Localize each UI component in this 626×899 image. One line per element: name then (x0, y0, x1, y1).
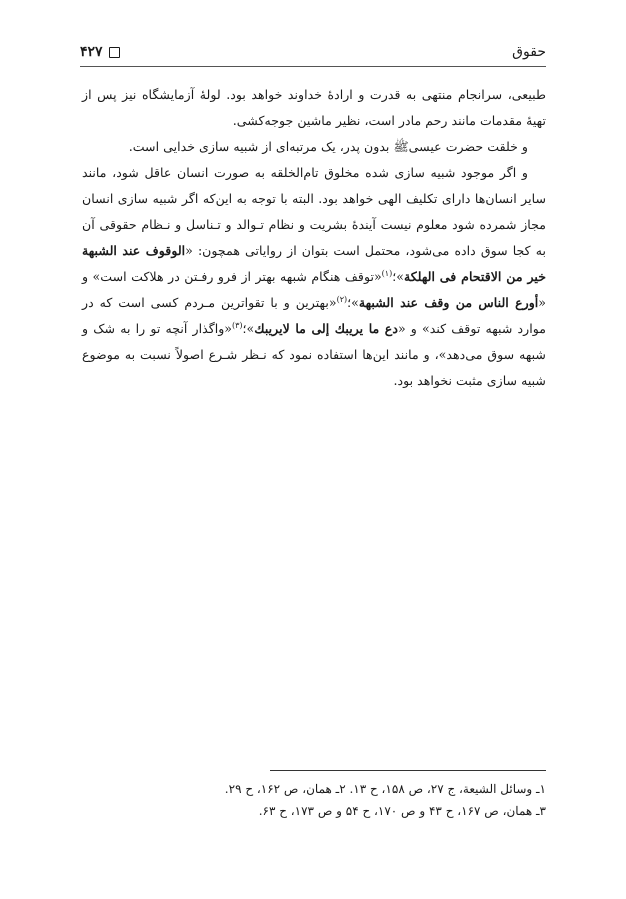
paragraph-3-text-c: «بهترین و با تقواترین مـردم کسی است که در موارد شبهه توقف کند» و « (82, 295, 546, 336)
paragraph-3-text-a: و اگر موجود شبیه سازی شده مخلوق تام‌الخلقه به صورت انسان عاقل شود، مانند سایر انسان‌ها دارای تکلیف الهی خواهد بود. البته با توجه به این‌که اگر شبیه سازی انسان مجاز شمرده شود معلوم نیست آیندهٔ بشریت و نظام تـوالد و تـناسل و نـظام حقوقی آن به کجا سوق داده می‌شود، محتمل است بتوان از روایاتی همچون: « (82, 165, 547, 258)
header-divider (80, 66, 546, 67)
footnote-line-1: ۱ـ وسائل الشیعة، ج ۲۷، ص ۱۵۸، ح ۱۳. ۲ـ همان، ص ۱۶۲، ح ۲۹. (224, 782, 546, 796)
hadith-quote-2: أورع الناس من وقف عند الشبهة (358, 295, 539, 310)
paragraph-2: و خلقت حضرت عیسیﷺ بدون پدر، یک مرتبه‌ای از شبیه سازی خدایی است. (128, 139, 528, 154)
main-text (82, 82, 546, 394)
footnotes (80, 778, 546, 822)
paragraph-1: طبیعی، سرانجام منتهی به قدرت و ارادهٔ خداوند خواهد بود. لولهٔ آزمایشگاه نیز پس از تهیهٔ مقدمات مانند رحم مادر است، نظیر ماشین جوجه‌کشی. (82, 87, 546, 128)
header-title: حقوق (512, 44, 546, 60)
paragraph-3-text-b: «توقف هنگام شبهه بهتر از فرو رفـتن در هلاکت است» و « (82, 269, 546, 310)
footnote-ref-1[interactable]: (۱) (381, 268, 393, 278)
footnote-divider (270, 770, 546, 771)
hadith-quote-3: دع ما يريبك إلى ما لايريبك (254, 321, 398, 336)
footnote-ref-3[interactable]: (۳) (231, 320, 243, 330)
footnote-ref-2[interactable]: (۲) (336, 294, 348, 304)
paragraph-3-text-d: «واگذار آنچه تو را به شک و شبهه سوق می‌دهد»، و مانند این‌ها استفاده نمود که نـظر شـرع اصولاً نسبت به موضوع شبیه سازی مثبت نخواهد بود. (82, 321, 546, 388)
running-header (80, 40, 546, 64)
page-number-group (80, 44, 120, 60)
page-number: ۴۲۷ (80, 44, 103, 60)
paragraph-3: و اگر موجود شبیه سازی شده مخلوق تام‌الخلقه به صورت انسان عاقل شود، مانند سایر انسان‌ها دارای تکلیف الهی خواهد بود. البته با توجه به این‌که اگر شبیه سازی انسان مجاز شمرده شود معلوم نیست آیندهٔ بشریت و نظام تـوالد و تـناسل و نـظام حقوقی آن به کجا سوق داده می‌شود، محتمل است بتوان از روایاتی همچون: «الوقوف عند الشبهة خير من الاقتحام فی الهلكة»؛$^{(۱)}$«توقف هنگام شبهه بهتر از فرو رفـتن در هلاکت است» و «أورع الناس من وقف عند الشبهة»؛$^{(۲)}$«بهترین و با تقواترین مـردم کسی است که در موارد شبهه توقف کند» و «دع ما يريبك إلى ما لايريبك»؛$^{(۳)}$«واگذار آنچه تو را به شک و شبهه سوق می‌دهد»، و مانند این‌ها استفاده نمود که نـظر شـرع اصولاً نسبت به موضوع شبیه سازی مثبت نخواهد بود. (82, 165, 547, 388)
hadith-quote-1: الوقوف عند الشبهة خير من الاقتحام فی الهلكة (82, 243, 546, 284)
footnote-line-2: ۳ـ همان، ص ۱۶۷، ح ۴۳ و ص ۱۷۰، ح ۵۴ و ص ۱۷۳، ح ۶۳. (258, 804, 546, 818)
square-bullet-icon (109, 47, 120, 58)
